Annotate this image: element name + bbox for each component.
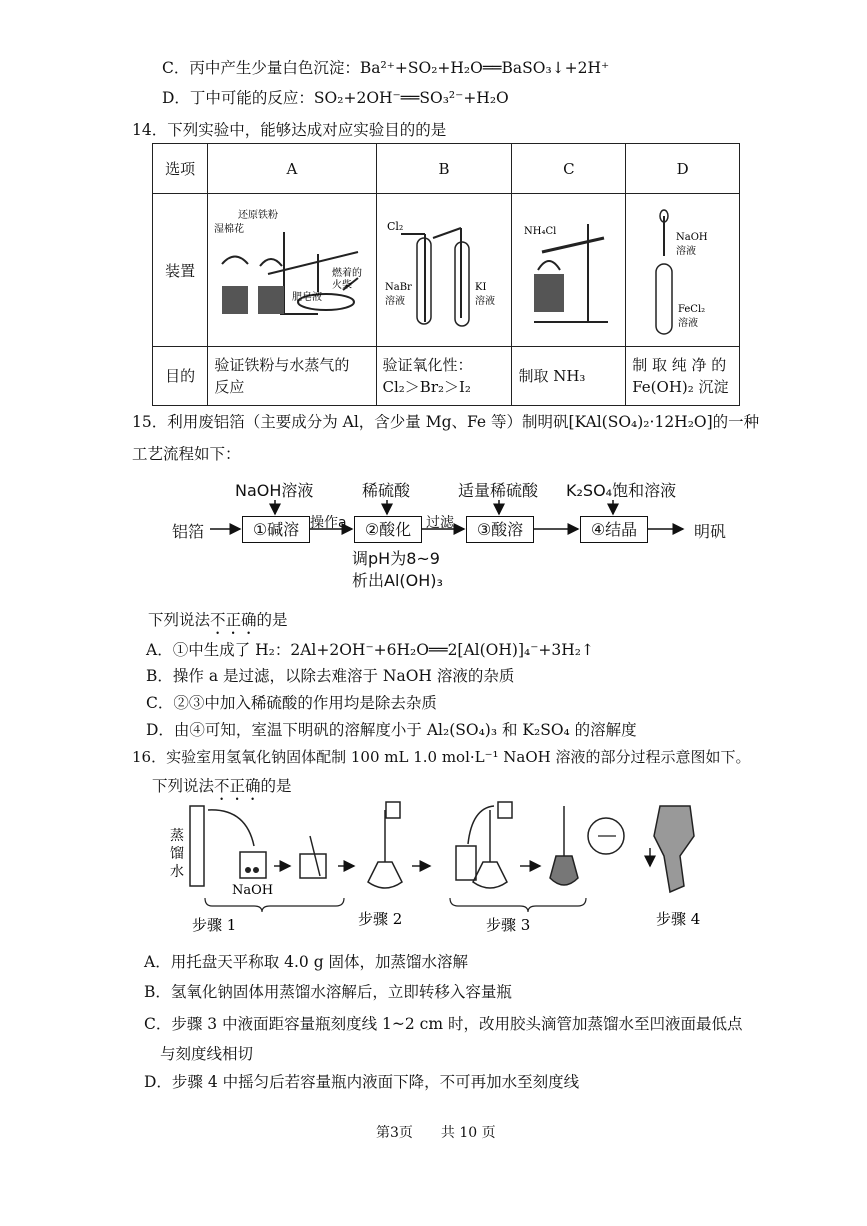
purpose-d-line2: Fe(OH)₂ 沉淀 <box>632 378 729 396</box>
halogen-apparatus-image <box>377 194 511 342</box>
q15-ask-post: 的是 <box>256 611 288 629</box>
q16-option-c-line1: C．步骤 3 中液面距容量瓶刻度线 1~2 cm 时，改用胶头滴管加蒸馏水至凹液面最低点 <box>144 1015 743 1033</box>
q14-stem: 14．下列实验中，能够达成对应实验目的的是 <box>132 121 447 139</box>
flow-step-1: ①碱溶 <box>242 516 310 543</box>
q16-ask-post: 的是 <box>260 777 292 795</box>
q16-stem: 16．实验室用氢氧化钠固体配制 100 mL 1.0 mol·L⁻¹ NaOH 溶液的部分过程示意图如下。 <box>132 748 751 766</box>
table-header-b: B <box>376 144 512 194</box>
table-header-a: A <box>208 144 376 194</box>
flow-label-operation-a: 操作a <box>310 515 347 531</box>
ferrous-hydroxide-apparatus-image <box>626 194 738 342</box>
flow-note-ph: 调pH为8~9 <box>352 549 440 568</box>
apparatus-b <box>376 194 512 347</box>
label-iron-powder: 还原铁粉 <box>238 210 279 221</box>
q16-ask-emphasis: 不正确 <box>214 777 261 795</box>
purpose-d-line1: 制 取 纯 净 的 <box>632 355 727 374</box>
q15-ask-emphasis: 不正确 <box>210 611 257 629</box>
label-naoh: NaOH <box>676 232 708 243</box>
page-footer: 第3页 共 10 页 <box>376 1125 496 1141</box>
fig-step-3: 步骤 3 <box>486 916 531 934</box>
flow-start-foil: 铝箔 <box>172 522 205 541</box>
apparatus-a <box>208 194 376 347</box>
flow-step-4: ④结晶 <box>580 516 648 543</box>
fig-label-water-1: 蒸 <box>170 828 184 844</box>
table-header-option: 选项 <box>153 144 208 194</box>
iron-steam-apparatus-image <box>208 194 374 342</box>
label-burning: 燃着的 <box>332 268 363 279</box>
label-match: 火柴 <box>332 280 353 291</box>
purpose-b-line1: 验证氧化性： <box>382 355 473 374</box>
fig-step-4: 步骤 4 <box>656 910 701 928</box>
table-row-label-purpose: 目的 <box>153 347 208 406</box>
flow-note-precipitate: 析出Al(OH)₃ <box>352 571 443 590</box>
q15-ask <box>148 608 288 638</box>
label-nh4cl: NH₄Cl <box>524 226 557 237</box>
q13-option-d: D．丁中可能的反应：SO₂+2OH⁻══SO₃²⁻+H₂O <box>162 89 509 107</box>
label-nabr-solution: 溶液 <box>384 296 405 307</box>
label-fecl2-solution: 溶液 <box>678 318 699 329</box>
purpose-a <box>208 347 376 406</box>
table-header-d: D <box>626 144 740 194</box>
q15-option-b: B．操作 a 是过滤，以除去难溶于 NaOH 溶液的杂质 <box>146 667 515 685</box>
apparatus-c <box>512 194 626 347</box>
label-cl2: Cl₂ <box>386 220 403 233</box>
purpose-a-line1: 验证铁粉与水蒸气的 <box>214 355 350 374</box>
q16-option-b: B．氢氧化钠固体用蒸馏水溶解后，立即转移入容量瓶 <box>144 983 512 1001</box>
q15-option-c: C．②③中加入稀硫酸的作用均是除去杂质 <box>146 694 437 712</box>
flow-reagent-3: 适量稀硫酸 <box>458 481 539 500</box>
purpose-d <box>626 347 740 406</box>
purpose-a-line2: 反应 <box>214 378 245 396</box>
flow-step-2: ②酸化 <box>354 516 422 543</box>
purpose-c <box>512 347 626 406</box>
q15-option-d: D．由④可知，室温下明矾的溶解度小于 Al₂(SO₄)₃ 和 K₂SO₄ 的溶解度 <box>146 721 637 739</box>
purpose-b-line2: Cl₂＞Br₂＞I₂ <box>382 378 471 396</box>
q16-option-a: A．用托盘天平称取 4.0 g 固体，加蒸馏水溶解 <box>144 953 469 971</box>
table-header-c: C <box>512 144 626 194</box>
flow-label-filter: 过滤 <box>426 515 454 531</box>
label-soap-solution: 肥皂液 <box>292 292 323 303</box>
ammonia-apparatus-image <box>512 194 624 342</box>
flow-step-3: ③酸溶 <box>466 516 534 543</box>
flow-reagent-2: 稀硫酸 <box>362 481 411 500</box>
q15-stem-line2: 工艺流程如下： <box>132 445 241 463</box>
flow-reagent-4: K₂SO₄饱和溶液 <box>566 481 677 500</box>
purpose-b <box>376 347 512 406</box>
q16-ask-pre: 下列说法 <box>152 777 215 795</box>
q13-option-c: C．丙中产生少量白色沉淀：Ba²⁺+SO₂+H₂O══BaSO₃↓+2H⁺ <box>162 59 610 77</box>
fig-label-water-2: 馏 <box>170 846 184 862</box>
q16-procedure-figure <box>150 796 740 936</box>
label-naoh-solution: 溶液 <box>676 246 697 257</box>
q15-option-a: A．①中生成了 H₂：2Al+2OH⁻+6H₂O══2[Al(OH)]₄⁻+3H₂↑ <box>146 641 594 659</box>
fig-step-1: 步骤 1 <box>192 916 237 934</box>
label-nabr: NaBr <box>384 282 412 293</box>
fig-label-water-3: 水 <box>170 864 184 880</box>
table-row-label-apparatus: 装置 <box>153 194 208 347</box>
label-ki-solution: 溶液 <box>474 296 495 307</box>
q15-ask-pre: 下列说法 <box>148 611 211 629</box>
fig-label-naoh: NaOH <box>232 883 274 898</box>
q16-option-d: D．步骤 4 中摇匀后若容量瓶内液面下降，不可再加水至刻度线 <box>144 1073 580 1091</box>
q16-option-c-line2: 与刻度线相切 <box>160 1045 254 1063</box>
fig-step-2: 步骤 2 <box>358 910 403 928</box>
q14-table <box>152 143 740 406</box>
flow-reagent-1: NaOH溶液 <box>235 481 314 500</box>
q15-stem-line1: 15．利用废铝箔（主要成分为 Al，含少量 Mg、Fe 等）制明矾[KAl(SO₄)₂·12H₂O]的一种 <box>132 413 760 431</box>
label-wet-cotton: 湿棉花 <box>214 224 245 235</box>
purpose-c-line1: 制取 NH₃ <box>518 366 586 385</box>
apparatus-d <box>626 194 740 347</box>
flow-end-alum: 明矾 <box>694 522 727 541</box>
label-fecl2: FeCl₂ <box>678 304 706 315</box>
label-ki: KI <box>474 282 486 293</box>
